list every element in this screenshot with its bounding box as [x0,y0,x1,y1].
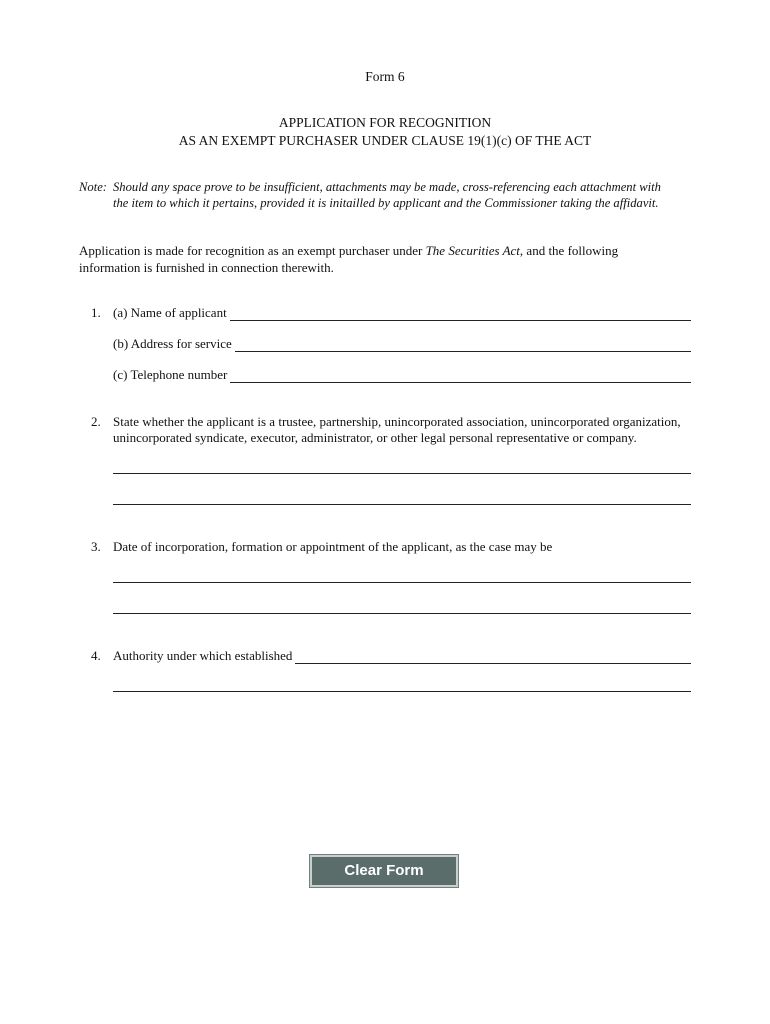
intro-line1 [79,242,618,259]
clear-form-button[interactable]: Clear Form [310,855,458,887]
entity-type-answer-line-1[interactable] [113,473,691,474]
item2-number: 2. [91,414,101,429]
note-line1: Should any space prove to be insufficient, attachments may be made, cross-referencing each attachment with [113,180,661,194]
date-answer-line-1[interactable] [113,582,691,583]
form-title-line2: AS AN EXEMPT PURCHASER UNDER CLAUSE 19(1)(c) OF THE ACT [178,133,592,148]
note-line2: the item to which it pertains, provided it is initailled by applicant and the Commissioner taking the affidavit. [113,196,659,210]
item3-text: Date of incorporation, formation or appointment of the applicant, as the case may be [113,539,553,554]
telephone-number-field [113,367,691,383]
entity-type-answer-line-2[interactable] [113,504,691,505]
address-for-service-label: (b) Address for service [113,336,232,351]
intro-line2: information is furnished in connection therewith. [79,260,334,275]
item2-line2: unincorporated syndicate, executor, administrator, or other legal personal representative or company. [113,430,637,445]
name-of-applicant-input[interactable] [230,307,691,321]
item2-line1: State whether the applicant is a trustee, partnership, unincorporated association, unincorporated organization, [113,414,681,429]
authority-answer-line-2[interactable] [113,691,691,692]
note-prefix: Note: [79,180,107,194]
form-title-line1: APPLICATION FOR RECOGNITION [278,115,492,130]
item1-number: 1. [91,305,101,320]
item4-number: 4. [91,648,101,663]
name-of-applicant-field [113,305,691,321]
intro-before: Application is made for recognition as an exempt purchaser under [79,243,426,258]
name-of-applicant-label: (a) Name of applicant [113,305,227,320]
address-for-service-field [113,336,691,352]
authority-label: Authority under which established [113,648,293,663]
intro-act-name: The Securities Act [425,243,520,258]
form-number: Form 6 [365,69,405,84]
telephone-number-label: (c) Telephone number [113,367,228,382]
authority-field [113,648,691,664]
item3-number: 3. [91,539,101,554]
date-answer-line-2[interactable] [113,613,691,614]
address-for-service-input[interactable] [235,338,691,352]
telephone-number-input[interactable] [230,369,691,383]
intro-after: , and the following [519,243,619,258]
authority-input[interactable] [295,650,691,664]
